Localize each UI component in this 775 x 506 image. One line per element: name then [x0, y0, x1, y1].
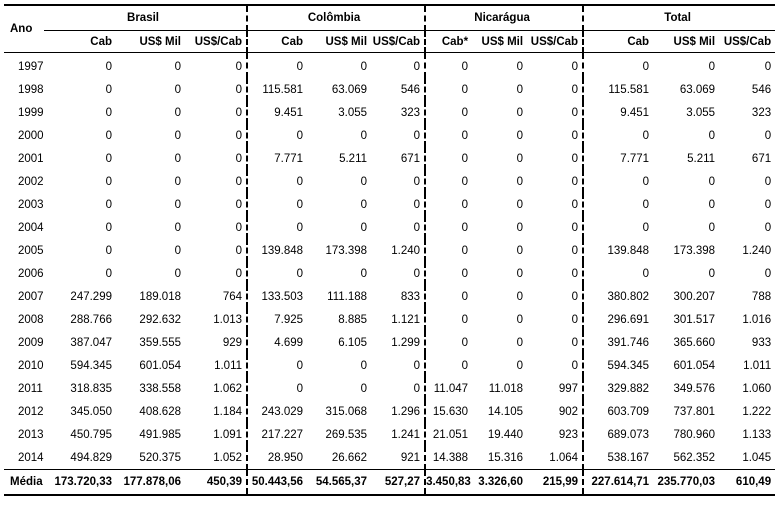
value-cell: 520.375 — [139, 451, 181, 464]
value-cell: 0 — [185, 78, 247, 101]
value-cell: 15.630 — [432, 405, 469, 418]
value-cell: 0 — [174, 60, 181, 73]
table-row — [4, 147, 775, 170]
value-cell: 0 — [174, 267, 181, 280]
value-cell: 0 — [708, 267, 716, 280]
value-cell: 0 — [764, 129, 772, 142]
value-cell: 603.709 — [607, 405, 650, 418]
value-cell: 391.746 — [607, 336, 650, 349]
value-cell: 0 — [371, 216, 425, 239]
header-group-total: Total — [583, 5, 775, 31]
value-cell: 300.207 — [673, 290, 716, 303]
value-cell: 0 — [516, 152, 524, 165]
value-cell: 14.388 — [432, 451, 469, 464]
value-cell: 0 — [105, 129, 112, 142]
value-cell: 5.211 — [339, 152, 368, 165]
value-cell: 0 — [360, 129, 368, 142]
value-cell: 1.133 — [742, 428, 772, 441]
table-row — [4, 285, 775, 308]
year-cell: 2013 — [18, 428, 44, 441]
year-cell: 1999 — [18, 106, 44, 119]
value-cell: 0 — [105, 106, 112, 119]
value-cell: 0 — [296, 60, 304, 73]
value-cell: 0 — [516, 267, 524, 280]
value-cell: 0 — [764, 198, 772, 211]
header-ano: Ano — [4, 5, 44, 53]
value-cell: 26.662 — [331, 451, 368, 464]
value-cell: 1.121 — [371, 308, 425, 331]
value-cell: 0 — [461, 60, 469, 73]
value-cell: 0 — [296, 267, 304, 280]
value-cell: 0 — [360, 382, 368, 395]
table-row — [4, 262, 775, 285]
value-cell: 408.628 — [139, 405, 181, 418]
year-cell: 2005 — [18, 244, 44, 257]
value-cell: 1.016 — [742, 313, 772, 326]
value-cell: 689.073 — [607, 428, 650, 441]
average-label: Média — [4, 470, 44, 496]
value-cell: 0 — [708, 60, 716, 73]
year-cell: 2014 — [18, 451, 44, 464]
average-cell: 527,27 — [371, 470, 425, 496]
header-sub-cell: Cab* — [425, 31, 472, 53]
value-cell: 601.054 — [139, 359, 181, 372]
average-cell: 215,99 — [527, 470, 583, 496]
value-cell: 0 — [461, 359, 469, 372]
header-sub-cell: US$/Cab — [185, 31, 247, 53]
value-cell: 538.167 — [607, 451, 650, 464]
header-sub-cell: Cab — [44, 31, 116, 53]
value-cell: 923 — [527, 423, 583, 446]
value-cell: 301.517 — [673, 313, 716, 326]
value-cell: 5.211 — [687, 152, 716, 165]
value-cell: 292.632 — [139, 313, 181, 326]
value-cell: 345.050 — [70, 405, 112, 418]
value-cell: 0 — [371, 262, 425, 285]
year-cell: 2003 — [18, 198, 44, 211]
value-cell: 494.829 — [70, 451, 112, 464]
value-cell: 0 — [461, 198, 469, 211]
value-cell: 63.069 — [331, 83, 368, 96]
value-cell: 1.241 — [371, 423, 425, 446]
value-cell: 0 — [516, 359, 524, 372]
value-cell: 0 — [185, 124, 247, 147]
header-sub-cell: Cab — [583, 31, 653, 53]
value-cell: 115.581 — [262, 83, 304, 96]
value-cell: 0 — [527, 193, 583, 216]
value-cell: 11.018 — [488, 382, 524, 395]
value-cell: 0 — [360, 60, 368, 73]
value-cell: 0 — [527, 308, 583, 331]
value-cell: 0 — [461, 175, 469, 188]
value-cell: 1.011 — [185, 354, 247, 377]
value-cell: 387.047 — [70, 336, 112, 349]
value-cell: 189.018 — [139, 290, 181, 303]
year-cell: 2001 — [18, 152, 44, 165]
value-cell: 0 — [527, 101, 583, 124]
value-cell: 0 — [185, 193, 247, 216]
value-cell: 833 — [371, 285, 425, 308]
value-cell: 14.105 — [487, 405, 524, 418]
year-cell: 2006 — [18, 267, 44, 280]
value-cell: 139.848 — [607, 244, 650, 257]
table-row — [4, 239, 775, 262]
value-cell: 0 — [185, 216, 247, 239]
value-cell: 0 — [461, 244, 469, 257]
value-cell: 0 — [174, 244, 181, 257]
value-cell: 1.091 — [185, 423, 247, 446]
header-sub-cell: US$ Mil — [307, 31, 371, 53]
value-cell: 0 — [371, 354, 425, 377]
value-cell: 0 — [296, 175, 304, 188]
value-cell: 0 — [174, 83, 181, 96]
value-cell: 0 — [516, 290, 524, 303]
year-cell: 2002 — [18, 175, 44, 188]
value-cell: 0 — [105, 267, 112, 280]
value-cell: 3.055 — [686, 106, 716, 119]
value-cell: 0 — [764, 267, 772, 280]
value-cell: 0 — [296, 198, 304, 211]
header-sub-cell: US$/Cab — [371, 31, 425, 53]
value-cell: 0 — [360, 221, 368, 234]
value-cell: 0 — [516, 106, 524, 119]
value-cell: 0 — [296, 382, 304, 395]
value-cell: 0 — [516, 221, 524, 234]
value-cell: 601.054 — [673, 359, 716, 372]
value-cell: 0 — [185, 262, 247, 285]
value-cell: 0 — [642, 267, 650, 280]
value-cell: 0 — [527, 53, 583, 79]
table-row — [4, 423, 775, 446]
value-cell: 1.184 — [185, 400, 247, 423]
average-cell: 235.770,03 — [653, 470, 719, 496]
value-cell: 0 — [360, 267, 368, 280]
value-cell: 63.069 — [679, 83, 716, 96]
table-row — [4, 53, 775, 79]
value-cell: 0 — [516, 244, 524, 257]
value-cell: 269.535 — [325, 428, 368, 441]
value-cell: 318.835 — [70, 382, 112, 395]
table-row — [4, 78, 775, 101]
value-cell: 0 — [461, 152, 469, 165]
value-cell: 0 — [296, 129, 304, 142]
value-cell: 1.240 — [371, 239, 425, 262]
value-cell: 0 — [516, 313, 524, 326]
value-cell: 7.925 — [274, 313, 304, 326]
value-cell: 1.240 — [742, 244, 772, 257]
value-cell: 3.055 — [338, 106, 368, 119]
value-cell: 7.771 — [274, 152, 304, 165]
value-cell: 349.576 — [673, 382, 716, 395]
value-cell: 0 — [461, 221, 469, 234]
value-cell: 788 — [751, 290, 772, 303]
value-cell: 0 — [527, 170, 583, 193]
value-cell: 0 — [105, 83, 112, 96]
value-cell: 764 — [185, 285, 247, 308]
value-cell: 19.440 — [487, 428, 524, 441]
value-cell: 0 — [360, 198, 368, 211]
value-cell: 594.345 — [607, 359, 650, 372]
value-cell: 173.398 — [325, 244, 368, 257]
value-cell: 315.068 — [325, 405, 368, 418]
value-cell: 0 — [642, 175, 650, 188]
value-cell: 173.398 — [673, 244, 716, 257]
year-cell: 2012 — [18, 405, 44, 418]
value-cell: 11.047 — [433, 382, 469, 395]
value-cell: 671 — [371, 147, 425, 170]
value-cell: 0 — [708, 175, 716, 188]
header-group-colombia: Colômbia — [247, 5, 425, 31]
value-cell: 0 — [461, 313, 469, 326]
value-cell: 780.960 — [673, 428, 716, 441]
value-cell: 0 — [708, 198, 716, 211]
year-cell: 2004 — [18, 221, 44, 234]
average-cell: 54.565,37 — [307, 470, 371, 496]
value-cell: 0 — [174, 221, 181, 234]
value-cell: 288.766 — [70, 313, 112, 326]
year-cell: 1997 — [18, 60, 44, 73]
value-cell: 0 — [105, 152, 112, 165]
value-cell: 902 — [527, 400, 583, 423]
value-cell: 0 — [527, 147, 583, 170]
value-cell: 9.451 — [620, 106, 650, 119]
year-cell: 2008 — [18, 313, 44, 326]
value-cell: 1.052 — [185, 446, 247, 470]
value-cell: 7.771 — [620, 152, 650, 165]
value-cell: 28.950 — [267, 451, 304, 464]
year-cell: 2000 — [18, 129, 44, 142]
value-cell: 0 — [527, 239, 583, 262]
value-cell: 323 — [751, 106, 772, 119]
value-cell: 365.660 — [673, 336, 716, 349]
value-cell: 243.029 — [261, 405, 304, 418]
average-row — [4, 470, 775, 496]
value-cell: 133.503 — [261, 290, 304, 303]
value-cell: 0 — [642, 198, 650, 211]
value-cell: 0 — [174, 198, 181, 211]
value-cell: 594.345 — [70, 359, 112, 372]
value-cell: 929 — [185, 331, 247, 354]
average-cell: 50.443,56 — [247, 470, 307, 496]
value-cell: 921 — [371, 446, 425, 470]
value-cell: 15.316 — [487, 451, 524, 464]
header-sub-cell: US$/Cab — [527, 31, 583, 53]
value-cell: 0 — [296, 221, 304, 234]
value-cell: 997 — [527, 377, 583, 400]
value-cell: 1.011 — [743, 359, 772, 372]
value-cell: 0 — [296, 359, 304, 372]
value-cell: 671 — [751, 152, 772, 165]
value-cell: 21.051 — [432, 428, 469, 441]
value-cell: 0 — [516, 60, 524, 73]
value-cell: 0 — [461, 267, 469, 280]
value-cell: 0 — [764, 60, 772, 73]
value-cell: 0 — [461, 336, 469, 349]
value-cell: 296.691 — [607, 313, 650, 326]
value-cell: 0 — [461, 290, 469, 303]
year-cell: 2009 — [18, 336, 44, 349]
value-cell: 247.299 — [70, 290, 112, 303]
value-cell: 0 — [371, 193, 425, 216]
header-sub-cell: US$ Mil — [116, 31, 185, 53]
year-cell: 2011 — [18, 382, 43, 395]
average-cell: 177.878,06 — [116, 470, 185, 496]
value-cell: 0 — [461, 129, 469, 142]
value-cell: 737.801 — [673, 405, 716, 418]
value-cell: 359.555 — [139, 336, 181, 349]
value-cell: 323 — [371, 101, 425, 124]
value-cell: 0 — [764, 175, 772, 188]
value-cell: 0 — [371, 53, 425, 79]
value-cell: 0 — [105, 60, 112, 73]
value-cell: 0 — [527, 124, 583, 147]
value-cell: 139.848 — [261, 244, 304, 257]
value-cell: 0 — [527, 262, 583, 285]
value-cell: 546 — [371, 78, 425, 101]
value-cell: 0 — [105, 175, 112, 188]
value-cell: 0 — [174, 106, 181, 119]
value-cell: 0 — [461, 106, 469, 119]
header-sub-cell: US$ Mil — [653, 31, 719, 53]
value-cell: 0 — [174, 175, 181, 188]
data-table-container — [4, 4, 772, 496]
value-cell: 491.985 — [139, 428, 181, 441]
value-cell: 329.882 — [607, 382, 650, 395]
value-cell: 380.802 — [607, 290, 650, 303]
table-row — [4, 354, 775, 377]
value-cell: 8.885 — [338, 313, 368, 326]
value-cell: 6.105 — [338, 336, 368, 349]
value-cell: 0 — [461, 83, 469, 96]
header-sub-row — [4, 31, 775, 53]
value-cell: 0 — [516, 336, 524, 349]
header-group-nicaragua: Nicarágua — [425, 5, 583, 31]
value-cell: 0 — [708, 129, 716, 142]
year-cell: 2007 — [18, 290, 44, 303]
value-cell: 1.296 — [371, 400, 425, 423]
value-cell: 0 — [174, 152, 181, 165]
value-cell: 0 — [642, 129, 650, 142]
value-cell: 0 — [527, 354, 583, 377]
table-row — [4, 308, 775, 331]
table-row — [4, 193, 775, 216]
value-cell: 1.062 — [185, 377, 247, 400]
value-cell: 0 — [642, 60, 650, 73]
value-cell: 450.795 — [70, 428, 112, 441]
value-cell: 0 — [185, 239, 247, 262]
value-cell: 0 — [360, 359, 368, 372]
value-cell: 0 — [527, 216, 583, 239]
value-cell: 0 — [516, 129, 524, 142]
value-cell: 217.227 — [261, 428, 304, 441]
value-cell: 115.581 — [608, 83, 650, 96]
value-cell: 0 — [371, 170, 425, 193]
value-cell: 0 — [371, 377, 425, 400]
value-cell: 0 — [642, 221, 650, 234]
value-cell: 1.064 — [527, 446, 583, 470]
value-cell: 1.299 — [371, 331, 425, 354]
value-cell: 0 — [516, 175, 524, 188]
header-group-row — [4, 5, 775, 31]
table-row — [4, 377, 775, 400]
value-cell: 338.558 — [139, 382, 181, 395]
value-cell: 0 — [516, 198, 524, 211]
header-sub-cell: US$ Mil — [472, 31, 527, 53]
table-row — [4, 216, 775, 239]
year-cell: 1998 — [18, 83, 44, 96]
value-cell: 4.699 — [274, 336, 304, 349]
value-cell: 0 — [708, 221, 716, 234]
header-sub-cell: US$/Cab — [719, 31, 775, 53]
value-cell: 1.222 — [742, 405, 772, 418]
value-cell: 0 — [105, 198, 112, 211]
average-cell: 610,49 — [719, 470, 775, 496]
value-cell: 0 — [764, 221, 772, 234]
average-cell: 227.614,71 — [583, 470, 653, 496]
value-cell: 0 — [527, 331, 583, 354]
value-cell: 1.045 — [742, 451, 772, 464]
table-row — [4, 331, 775, 354]
table-row — [4, 124, 775, 147]
value-cell: 9.451 — [274, 106, 304, 119]
value-cell: 0 — [174, 129, 181, 142]
value-cell: 0 — [185, 170, 247, 193]
table-row — [4, 446, 775, 470]
value-cell: 0 — [105, 221, 112, 234]
value-cell: 0 — [527, 285, 583, 308]
value-cell: 0 — [185, 147, 247, 170]
table-body — [4, 53, 775, 470]
value-cell: 1.060 — [742, 382, 772, 395]
value-cell: 0 — [105, 244, 112, 257]
average-cell: 173.720,33 — [44, 470, 116, 496]
value-cell: 0 — [371, 124, 425, 147]
value-cell: 0 — [516, 83, 524, 96]
value-cell: 562.352 — [673, 451, 716, 464]
value-cell: 0 — [527, 78, 583, 101]
value-cell: 0 — [360, 175, 368, 188]
value-cell: 111.188 — [327, 290, 368, 303]
table-row — [4, 101, 775, 124]
value-cell: 0 — [185, 101, 247, 124]
header-group-brasil: Brasil — [44, 5, 247, 31]
value-cell: 0 — [185, 53, 247, 79]
value-cell: 1.013 — [185, 308, 247, 331]
header-sub-cell: Cab — [247, 31, 307, 53]
average-cell: 3.450,83 — [425, 470, 472, 496]
value-cell: 933 — [751, 336, 772, 349]
average-cell: 450,39 — [185, 470, 247, 496]
value-cell: 546 — [751, 83, 772, 96]
year-cell: 2010 — [18, 359, 44, 372]
table-row — [4, 400, 775, 423]
table-row — [4, 170, 775, 193]
average-cell: 3.326,60 — [472, 470, 527, 496]
exports-table — [4, 4, 775, 496]
